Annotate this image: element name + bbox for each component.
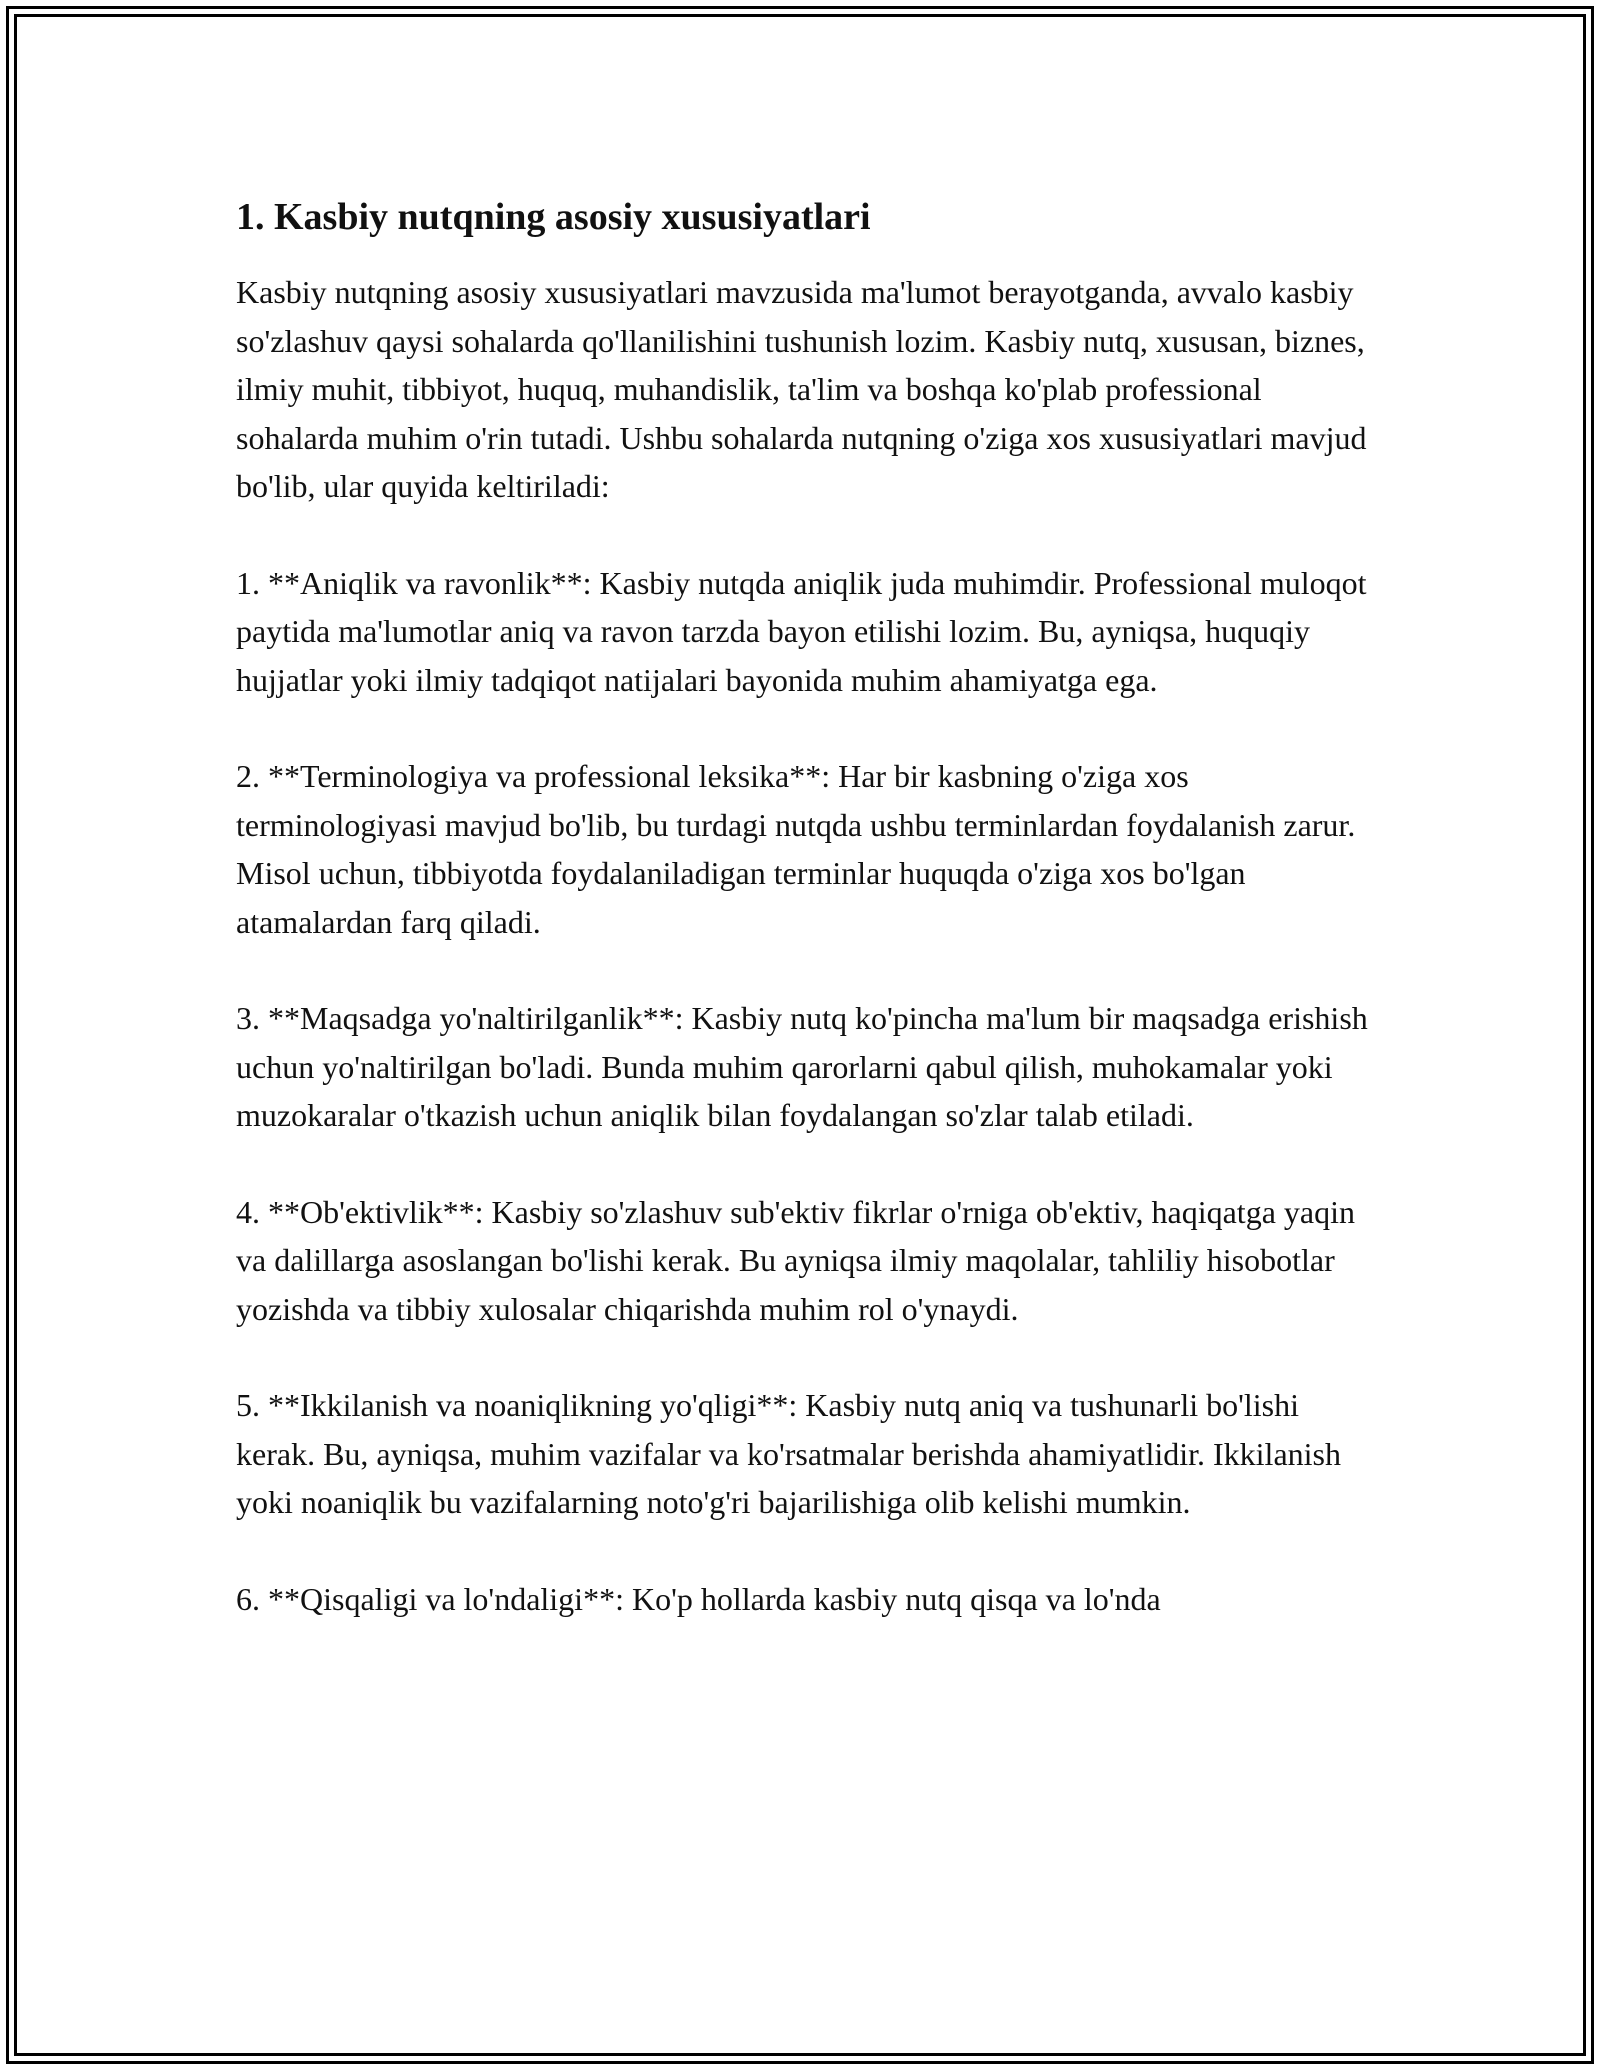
- list-item-aniqlik: 1. **Aniqlik va ravonlik**: Kasbiy nutqda aniqlik juda muhimdir. Professional muloqot paytida ma'lumotlar aniq va ravon tarzda bayon etilishi lozim. Bu, ayniqsa, huquqiy hujjatlar yoki ilmiy tadqiqot natijalari bayonida muhim ahamiyatga ega.: [236, 564, 1367, 698]
- list-item-maqsadga: 3. **Maqsadga yo'naltirilganlik**: Kasbiy nutq ko'pincha ma'lum bir maqsadga erishish uchun yo'naltirilgan bo'ladi. Bunda muhim qarorlarni qabul qilish, muhokamalar yoki muzokaralar o'tkazish uchun aniqlik bilan foydalangan so'zlar talab etiladi.: [236, 1000, 1368, 1133]
- section-heading: 1. Kasbiy nutqning asosiy xususiyatlari: [236, 196, 871, 238]
- intro-paragraph: Kasbiy nutqning asosiy xususiyatlari mavzusida ma'lumot berayotganda, avvalo kasbiy so'zlashuv qaysi sohalarda qo'llanilishini tushunish lozim. Kasbiy nutq, xususan, biznes, ilmiy muhit, tibbiyot, huquq, muhandislik, ta'lim va boshqa ko'plab professional sohalarda muhim o'rin tutadi. Ushbu sohalarda nutqning o'ziga xos xususiyatlari mavjud bo'lib, ular quyida keltiriladi:: [236, 274, 1367, 504]
- list-item-obektivlik: 4. **Ob'ektivlik**: Kasbiy so'zlashuv sub'ektiv fikrlar o'rniga ob'ektiv, haqiqatga yaqin va dalillarga asoslangan bo'lishi kerak. Bu ayniqsa ilmiy maqolalar, tahliliy hisobotlar yozishda va tibbiy xulosalar chiqarishda muhim rol o'ynaydi.: [236, 1193, 1355, 1327]
- list-item-qisqaligi: 6. **Qisqaligi va lo'ndaligi**: Ko'p hollarda kasbiy nutq qisqa va lo'nda: [236, 1580, 1161, 1617]
- list-item-ikkilanish: 5. **Ikkilanish va noaniqlikning yo'qligi**: Kasbiy nutq aniq va tushunarli bo'lishi kerak. Bu, ayniqsa, muhim vazifalar va ko'rsatmalar berishda ahamiyatlidir. Ikkilanish yoki noaniqlik bu vazifalarning noto'g'ri bajarilishiga olib kelishi mumkin.: [236, 1387, 1341, 1520]
- document-body: [236, 190, 1376, 1671]
- list-item-terminologiya: 2. **Terminologiya va professional leksika**: Har bir kasbning o'ziga xos terminologiyasi mavjud bo'lib, bu turdagi nutqda ushbu terminlardan foydalanish zarur. Misol uchun, tibbiyotda foydalaniladigan terminlar huquqda o'ziga xos bo'lgan atamalardan farq qiladi.: [236, 758, 1356, 940]
